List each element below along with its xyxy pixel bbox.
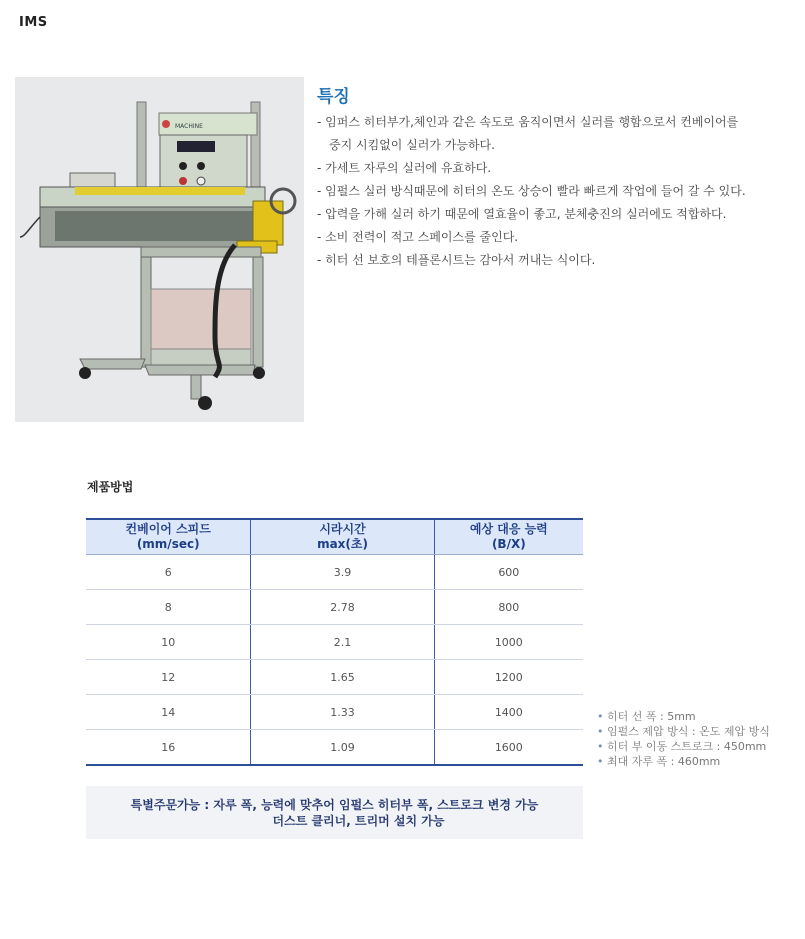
feature-item: - 압력을 가해 실러 하기 때문에 열효율이 좋고, 분체충진의 실러에도 적합하다. — [317, 207, 727, 221]
header-capacity-line1: 예상 대응 능력 — [469, 522, 548, 536]
cell-capacity: 1400 — [434, 695, 583, 730]
cell-time: 1.65 — [251, 660, 434, 695]
product-photo — [15, 77, 304, 422]
cell-capacity: 600 — [434, 555, 583, 590]
cell-speed: 16 — [86, 730, 251, 766]
cell-capacity: 1600 — [434, 730, 583, 766]
note-item: • 히터 선 폭 : 5mm — [597, 709, 770, 724]
cell-time: 1.33 — [251, 695, 434, 730]
cell-capacity: 1200 — [434, 660, 583, 695]
header-sealing-time-line2: max(초) — [317, 537, 368, 551]
table-row — [86, 695, 583, 730]
note-item: • 임펄스 제압 방식 : 온도 제압 방식 — [597, 724, 770, 739]
feature-item: - 임퍼스 히터부가,체인과 같은 속도로 움직이면서 실러를 행함으로서 컨베이어를 — [317, 115, 739, 129]
spec-table-header-row — [86, 519, 583, 555]
special-order-box — [86, 786, 583, 839]
header-sealing-time — [251, 519, 434, 555]
feature-item: 중지 시킴없이 실러가 가능하다. — [329, 138, 495, 152]
table-row — [86, 730, 583, 766]
header-conveyor-speed-line2: (mm/sec) — [136, 537, 200, 551]
cell-capacity: 1000 — [434, 625, 583, 660]
table-row — [86, 590, 583, 625]
feature-item: - 임펄스 실러 방식때문에 히터의 온도 상승이 빨라 빠르게 작업에 들어 갈 수 있다. — [317, 184, 746, 198]
svg-text:MACHINE: MACHINE — [175, 123, 203, 130]
features-list — [317, 111, 792, 272]
feature-item: - 가세트 자루의 실러에 유효하다. — [317, 161, 492, 175]
features-heading: 특징 — [317, 87, 350, 107]
cell-speed: 6 — [86, 555, 251, 590]
cell-speed: 8 — [86, 590, 251, 625]
cell-time: 2.1 — [251, 625, 434, 660]
spec-table — [86, 518, 583, 766]
table-row — [86, 625, 583, 660]
special-order-line1: 특별주문가능 : 자루 폭, 능력에 맞추어 임펄스 히터부 폭, 스트로크 변경 가능 — [130, 798, 539, 812]
note-item: • 최대 자루 폭 : 460mm — [597, 754, 770, 769]
spec-notes — [597, 709, 770, 769]
spec-section-label: 제품방법 — [87, 480, 134, 494]
special-order-line2: 더스트 클리너, 트리머 설치 가능 — [272, 814, 445, 828]
feature-item: - 히터 선 보호의 테플론시트는 감아서 꺼내는 식이다. — [317, 253, 596, 267]
cell-speed: 14 — [86, 695, 251, 730]
cell-time: 1.09 — [251, 730, 434, 766]
header-sealing-time-line1: 시라시간 — [319, 522, 366, 536]
cell-capacity: 800 — [434, 590, 583, 625]
note-item: • 히터 부 이동 스트로크 : 450mm — [597, 739, 770, 754]
cell-time: 3.9 — [251, 555, 434, 590]
cell-time: 2.78 — [251, 590, 434, 625]
header-conveyor-speed-line1: 컨베이어 스피드 — [125, 522, 211, 536]
product-model-title: IMS — [19, 15, 48, 30]
table-row — [86, 660, 583, 695]
header-capacity — [434, 519, 583, 555]
table-row — [86, 555, 583, 590]
header-conveyor-speed — [86, 519, 251, 555]
header-capacity-line2: (B/X) — [491, 537, 526, 551]
cell-speed: 10 — [86, 625, 251, 660]
cell-speed: 12 — [86, 660, 251, 695]
feature-item: - 소비 전력이 적고 스페이스를 줄인다. — [317, 230, 519, 244]
